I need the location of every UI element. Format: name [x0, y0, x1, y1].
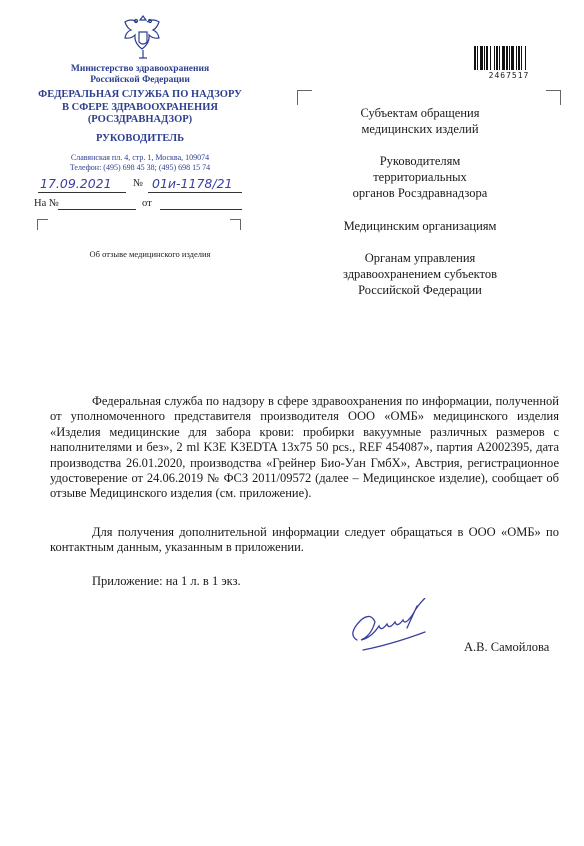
- recipient-block: [320, 105, 520, 137]
- attachment-note: Приложение: на 1 л. в 1 экз.: [92, 574, 241, 588]
- body-paragraph-2: Для получения дополнительной информации следует обращаться в ООО «ОМБ» по контактным данным, указанным в приложении.: [50, 525, 559, 555]
- corner-mark: [230, 219, 241, 230]
- address-block: [20, 153, 260, 173]
- recipient-line: здравоохранением субъектов: [342, 267, 497, 281]
- service-line3: (РОСЗДРАВНАДЗОР): [87, 114, 193, 125]
- ref-no-label: На №: [34, 198, 59, 209]
- body-paragraph-1: Федеральная служба по надзору в сфере здравоохранения по информации, полученной от уполномоченного представителя производителя ООО «ОМБ» медицинского изделия «Изделия медицинские для забора крови: пробирки вакуумные различных размеров с наполнителями и без», 2 ml K3E K3EDTA 13x75 50 pcs., REF 454087», партия A2002395, дата производства 26.01.2020, производства «Грейнер Био-Уан ГмбХ», Австрия, регистрационное удостоверение от 24.06.2019 № ФСЗ 2011/09572 (далее – Медицинское изделие), сообщает об отзыве Медицинского изделия (см. приложение).: [50, 394, 559, 501]
- ref-number-line: [58, 209, 136, 210]
- barcode-number: 2467517: [488, 71, 530, 80]
- signatory-name: А.В. Самойлова: [464, 640, 550, 654]
- service-line1: ФЕДЕРАЛЬНАЯ СЛУЖБА ПО НАДЗОРУ: [38, 89, 242, 100]
- handwritten-signature: [345, 598, 455, 658]
- ministry-line1: Министерство здравоохранения: [70, 64, 210, 74]
- recipient-block: [320, 250, 520, 298]
- recipient-block: [320, 218, 520, 234]
- head-title: РУКОВОДИТЕЛЬ: [95, 133, 185, 144]
- ministry-name: [40, 64, 240, 86]
- phone: Телефон: (495) 698 45 38; (495) 698 15 74: [69, 163, 211, 172]
- barcode-image: [474, 46, 544, 70]
- reg-number-line: [148, 192, 242, 193]
- reg-date: 17.09.2021: [40, 176, 112, 191]
- corner-mark: [297, 90, 312, 105]
- corner-mark: [37, 219, 48, 230]
- recipient-line: Медицинским организациям: [343, 219, 497, 233]
- recipient-line: органов Росздравнадзора: [352, 186, 488, 200]
- address: Славянская пл. 4, стр. 1, Москва, 109074: [70, 153, 210, 162]
- recipient-line: медицинских изделий: [361, 122, 479, 136]
- recipient-line: Субъектам обращения: [360, 106, 480, 120]
- letter-subject: Об отзыве медицинского изделия: [89, 249, 211, 259]
- reg-date-line: [38, 192, 126, 193]
- coat-of-arms-emblem: [118, 10, 168, 62]
- recipient-line: территориальных: [373, 170, 467, 184]
- service-line2: В СФЕРЕ ЗДРАВООХРАНЕНИЯ: [62, 101, 218, 113]
- recipient-line: Органам управления: [364, 251, 476, 265]
- ministry-line2: Российской Федерации: [90, 75, 190, 85]
- reg-number: 01и-1178/21: [152, 176, 233, 191]
- recipient-line: Руководителям: [379, 154, 461, 168]
- recipient-line: Российской Федерации: [358, 283, 482, 297]
- ref-from-label: от: [142, 198, 152, 209]
- reg-no-label: №: [133, 178, 144, 189]
- recipient-block: [320, 153, 520, 201]
- corner-mark: [546, 90, 561, 105]
- service-name: [20, 89, 260, 127]
- ref-date-line: [160, 209, 242, 210]
